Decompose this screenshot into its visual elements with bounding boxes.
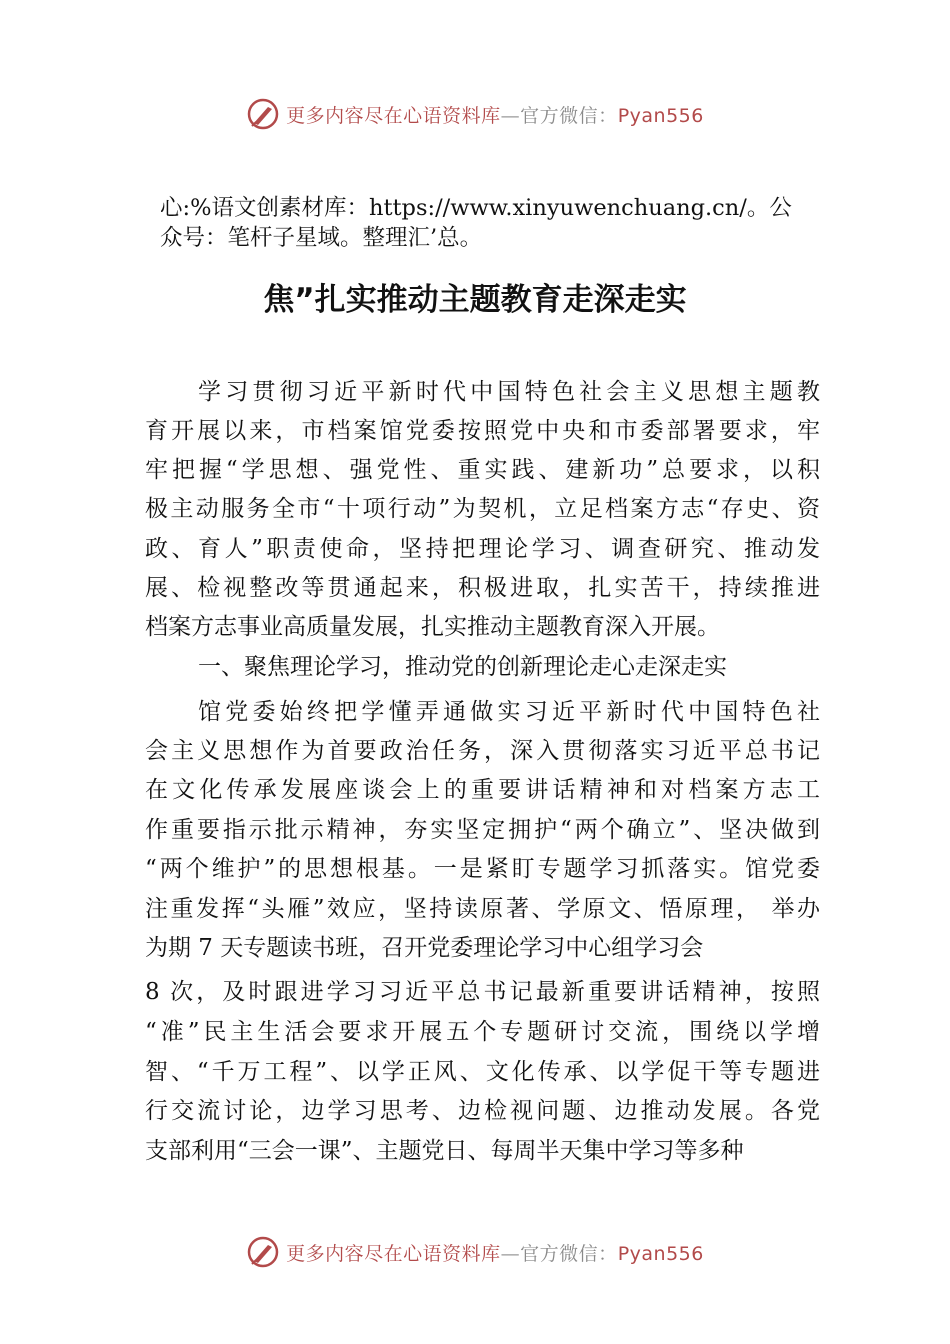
body-line: 为期 7 天专题读书班，召开党委理论学习中心组学习会	[145, 935, 704, 961]
body-line: 学习贯彻习近平新时代中国特色社会主义思想主题教	[198, 379, 820, 405]
body-line: 极主动服务全市“十项行动”为契机，立足档案方志“存史、资	[145, 496, 820, 522]
source-note-line-1: 心:%语文创素材库：https://www.xinyuwenchuang.cn/。公	[160, 195, 792, 221]
body-line: 智、“千万工程”、以学正风、文化传承、以学促干等专题进	[145, 1059, 820, 1085]
body-line: “准”民主生活会要求开展五个专题研讨交流，围绕以学增	[145, 1019, 820, 1045]
banner-slogan: 更多内容尽在心语资料库	[286, 104, 501, 127]
banner-text	[286, 1239, 704, 1266]
section-heading: 一、聚焦理论学习，推动党的创新理论走心走深走实	[198, 654, 727, 680]
pen-logo-icon	[246, 1235, 280, 1269]
body-line: 档案方志事业高质量发展，扎实推动主题教育深入开展。	[145, 614, 720, 640]
body-line: 行交流讨论，边学习思考、边检视问题、边推动发展。各党	[145, 1098, 820, 1124]
body-line: 政、育人”职责使命，坚持把理论学习、调查研究、推动发	[145, 536, 820, 562]
body-line: 支部利用“三会一课”、主题党日、每周半天集中学习等多种	[145, 1138, 744, 1164]
banner-wechat-id: Pyan556	[617, 104, 704, 127]
pen-logo-icon	[246, 97, 280, 131]
banner-wechat-label: 官方微信：	[520, 1242, 618, 1265]
body-line: 育开展以来，市档案馆党委按照党中央和市委部署要求，牢	[145, 418, 820, 444]
banner-wechat-id: Pyan556	[617, 1242, 704, 1265]
body-line: 在文化传承发展座谈会上的重要讲话精神和对档案方志工	[145, 777, 820, 803]
banner-wechat-label: 官方微信：	[520, 104, 618, 127]
footer-banner	[0, 1232, 950, 1272]
banner-text	[286, 101, 704, 128]
body-line: 会主义思想作为首要政治任务，深入贯彻落实习近平总书记	[145, 738, 820, 764]
body-line: “两个维护”的思想根基。一是紧盯专题学习抓落实。馆党委	[145, 856, 820, 882]
banner-separator: —	[500, 104, 521, 127]
body-line: 8 次，及时跟进学习习近平总书记最新重要讲话精神，按照	[145, 979, 820, 1005]
header-banner	[0, 94, 950, 134]
body-line: 注重发挥“头雁”效应，坚持读原著、学原文、悟原理， 举办	[145, 896, 820, 922]
body-line: 馆党委始终把学懂弄通做实习近平新时代中国特色社	[198, 699, 820, 725]
banner-separator: —	[500, 1242, 521, 1265]
body-line: 作重要指示批示精神，夯实坚定拥护“两个确立”、坚决做到	[145, 817, 820, 843]
source-note-line-2: 众号：笔杆子星域。整理汇’总。	[160, 225, 483, 251]
body-line: 展、检视整改等贯通起来，积极进取，扎实苦干，持续推进	[145, 575, 820, 601]
banner-slogan: 更多内容尽在心语资料库	[286, 1242, 501, 1265]
page-title: 焦”扎实推动主题教育走深走实	[263, 282, 687, 318]
body-line: 牢把握“学思想、强党性、重实践、建新功”总要求，以积	[145, 457, 820, 483]
